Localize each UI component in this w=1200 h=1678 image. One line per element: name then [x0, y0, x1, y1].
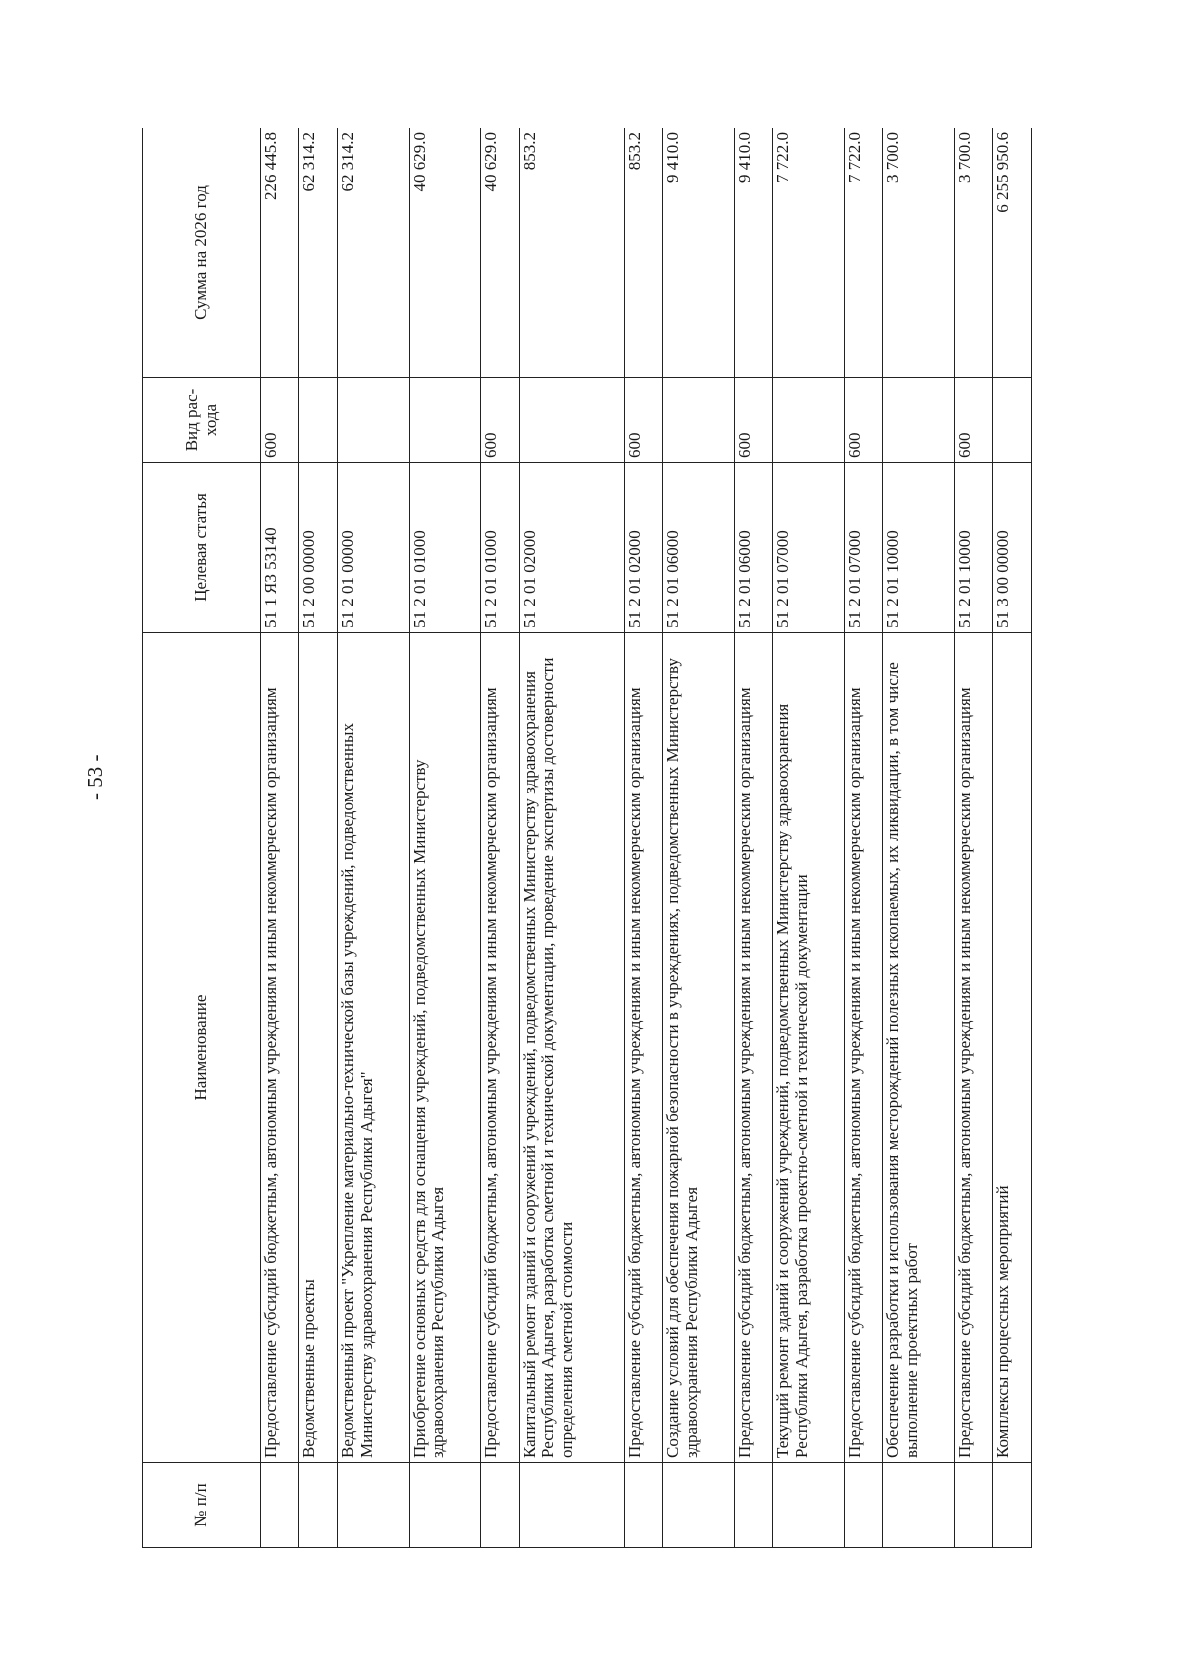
row-sum: 40 629.0 [409, 128, 481, 378]
row-sum: 3 700.0 [954, 128, 992, 378]
row-expense-type: 600 [624, 378, 662, 463]
row-num [954, 1463, 992, 1548]
row-sum: 7 722.0 [773, 128, 845, 378]
header-expense-type: Вид рас- хода [143, 378, 261, 463]
row-num [481, 1463, 519, 1548]
table-row [954, 128, 992, 1548]
page-number: - 53 - [83, 754, 107, 800]
row-name: Предоставление субсидий бюджетным, автономным учреждениям и иным некоммерческим организациям [954, 633, 992, 1463]
table-row [663, 128, 735, 1548]
row-expense-type: 600 [481, 378, 519, 463]
table-header-row [143, 128, 261, 1548]
row-code: 51 3 00 00000 [993, 463, 1032, 633]
row-sum: 6 255 950.6 [993, 128, 1032, 378]
row-code: 51 2 01 02000 [519, 463, 624, 633]
table-row [409, 128, 481, 1548]
row-expense-type [299, 378, 337, 463]
row-code: 51 2 01 01000 [409, 463, 481, 633]
row-num [773, 1463, 845, 1548]
row-sum: 226 445.8 [261, 128, 299, 378]
header-name: Наименование [143, 633, 261, 1463]
table-row [993, 128, 1032, 1548]
row-code: 51 1 Я3 53140 [261, 463, 299, 633]
table-row [883, 128, 955, 1548]
row-expense-type [409, 378, 481, 463]
row-num [409, 1463, 481, 1548]
row-expense-type: 600 [844, 378, 882, 463]
row-sum: 7 722.0 [844, 128, 882, 378]
row-name: Комплексы процессных мероприятий [993, 633, 1032, 1463]
row-expense-type [883, 378, 955, 463]
header-num: № п/п [143, 1463, 261, 1548]
row-name: Капитальный ремонт зданий и сооружений учреждений, подведомственных Министерству здравоохранения Республики Адыгея, разработка сметной и технической документации, проведение экспертизы достоверности определения сметной стоимости [519, 633, 624, 1463]
row-expense-type [519, 378, 624, 463]
row-num [844, 1463, 882, 1548]
row-code: 51 2 01 10000 [883, 463, 955, 633]
row-sum: 853.2 [519, 128, 624, 378]
row-expense-type [773, 378, 845, 463]
table-row [844, 128, 882, 1548]
row-expense-type: 600 [734, 378, 772, 463]
row-expense-type [993, 378, 1032, 463]
row-name: Обеспечение разработки и использования месторождений полезных ископаемых, их ликвидации, в том числе выполнение проектных работ [883, 633, 955, 1463]
rotated-table-container [142, 128, 1032, 1548]
row-num [993, 1463, 1032, 1548]
header-code: Целевая статья [143, 463, 261, 633]
row-num [299, 1463, 337, 1548]
row-name: Предоставление субсидий бюджетным, автономным учреждениям и иным некоммерческим организациям [624, 633, 662, 1463]
row-expense-type [337, 378, 409, 463]
row-expense-type: 600 [261, 378, 299, 463]
row-code: 51 2 00 00000 [299, 463, 337, 633]
row-sum: 9 410.0 [734, 128, 772, 378]
table-row [337, 128, 409, 1548]
row-num [734, 1463, 772, 1548]
table-row [519, 128, 624, 1548]
table-row [734, 128, 772, 1548]
table-row [481, 128, 519, 1548]
row-sum: 40 629.0 [481, 128, 519, 378]
row-name: Предоставление субсидий бюджетным, автономным учреждениям и иным некоммерческим организациям [481, 633, 519, 1463]
row-code: 51 2 01 07000 [844, 463, 882, 633]
row-name: Создание условий для обеспечения пожарной безопасности в учреждениях, подведомственных Министерству здравоохранения Республики Адыгея [663, 633, 735, 1463]
row-sum: 3 700.0 [883, 128, 955, 378]
row-name: Предоставление субсидий бюджетным, автономным учреждениям и иным некоммерческим организациям [261, 633, 299, 1463]
row-sum: 62 314.2 [337, 128, 409, 378]
row-sum: 853.2 [624, 128, 662, 378]
row-code: 51 2 01 10000 [954, 463, 992, 633]
row-code: 51 2 01 07000 [773, 463, 845, 633]
row-code: 51 2 01 01000 [481, 463, 519, 633]
row-expense-type: 600 [954, 378, 992, 463]
row-num [624, 1463, 662, 1548]
row-name: Текущий ремонт зданий и сооружений учреждений, подведомственных Министерству здравоохранения Республики Адыгея, разработка проектно-сметной и технической документации [773, 633, 845, 1463]
row-sum: 62 314.2 [299, 128, 337, 378]
row-name: Предоставление субсидий бюджетным, автономным учреждениям и иным некоммерческим организациям [734, 633, 772, 1463]
row-name: Предоставление субсидий бюджетным, автономным учреждениям и иным некоммерческим организациям [844, 633, 882, 1463]
row-code: 51 2 01 06000 [663, 463, 735, 633]
row-sum: 9 410.0 [663, 128, 735, 378]
row-name: Приобретение основных средств для оснащения учреждений, подведомственных Министерству здравоохранения Республики Адыгея [409, 633, 481, 1463]
row-code: 51 2 01 00000 [337, 463, 409, 633]
row-num [519, 1463, 624, 1548]
table-row [261, 128, 299, 1548]
row-num [261, 1463, 299, 1548]
table-row [773, 128, 845, 1548]
budget-table-frame [142, 128, 1032, 1548]
row-code: 51 2 01 02000 [624, 463, 662, 633]
row-num [663, 1463, 735, 1548]
row-name: Ведомственный проект "Укрепление материально-технической базы учреждений, подведомственных Министерству здравоохранения Республики Адыгея" [337, 633, 409, 1463]
table-row [624, 128, 662, 1548]
table-row [299, 128, 337, 1548]
budget-table [142, 128, 1032, 1548]
row-num [883, 1463, 955, 1548]
row-name: Ведомственные проекты [299, 633, 337, 1463]
row-num [337, 1463, 409, 1548]
row-code: 51 2 01 06000 [734, 463, 772, 633]
header-sum: Сумма на 2026 год [143, 128, 261, 378]
row-expense-type [663, 378, 735, 463]
